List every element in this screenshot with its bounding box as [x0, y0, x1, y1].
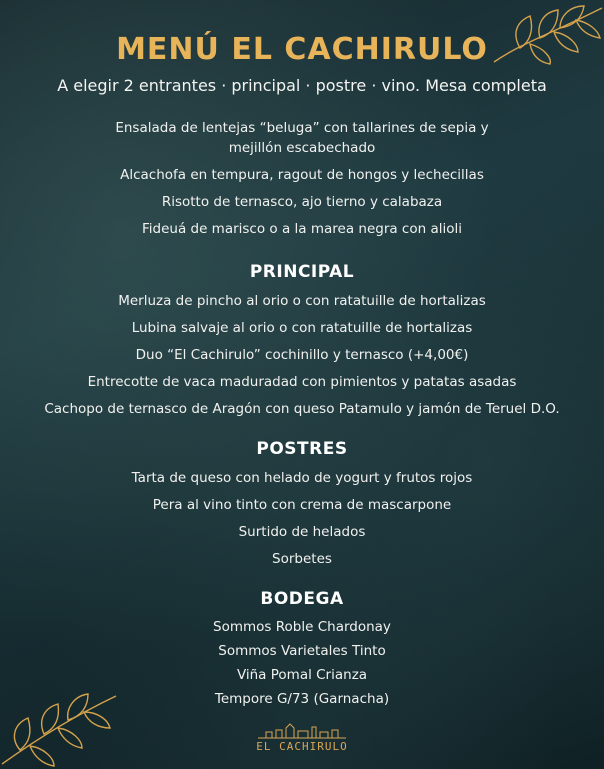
postres-section — [0, 435, 604, 573]
list-item: Merluza de pincho al orio o con ratatuille de hortalizas — [118, 293, 486, 309]
list-item: Sommos Varietales Tinto — [218, 643, 386, 659]
list-item: Pera al vino tinto con crema de mascarpone — [152, 497, 452, 513]
list-item: Alcachofa en tempura, ragout de hongos y lechecillas — [120, 167, 484, 183]
list-item: Cachopo de ternasco de Aragón con queso Patamulo y jamón de Teruel D.O. — [44, 401, 560, 417]
list-item: Surtido de helados — [238, 524, 366, 540]
section-heading: POSTRES — [256, 439, 348, 459]
list-item: Sommos Roble Chardonay — [213, 619, 391, 635]
page-title: MENÚ EL CACHIRULO — [116, 32, 488, 67]
entrantes-section — [0, 112, 604, 243]
list-item: Sorbetes — [272, 551, 332, 567]
list-item: Viña Pomal Crianza — [236, 667, 368, 683]
castle-skyline-icon — [252, 722, 352, 740]
list-item: Tarta de queso con helado de yogurt y frutos rojos — [131, 470, 473, 486]
list-item: Duo “El Cachirulo” cochinillo y ternasco (+4,00€) — [135, 347, 469, 363]
restaurant-logo — [252, 722, 352, 758]
bodega-section — [0, 585, 604, 711]
list-item: Lubina salvaje al orio o con ratatuille de hortalizas — [131, 320, 473, 336]
list-item: Fideuá de marisco o a la marea negra con alioli — [141, 221, 462, 237]
logo-text: EL CACHIRULO — [256, 740, 348, 753]
page-subtitle: A elegir 2 entrantes · principal · postre · vino. Mesa completa — [57, 76, 547, 95]
list-item: Tempore G/73 (Garnacha) — [214, 691, 390, 707]
list-item: Risotto de ternasco, ajo tierno y calabaza — [161, 194, 443, 210]
list-item: Ensalada de lentejas “beluga” con tallarines de sepia y mejillón escabechado — [115, 120, 489, 156]
section-heading: BODEGA — [260, 589, 344, 609]
list-item: Entrecotte de vaca maduradad con pimientos y patatas asadas — [87, 374, 517, 390]
principal-section — [0, 258, 604, 423]
section-heading: PRINCIPAL — [249, 262, 355, 282]
